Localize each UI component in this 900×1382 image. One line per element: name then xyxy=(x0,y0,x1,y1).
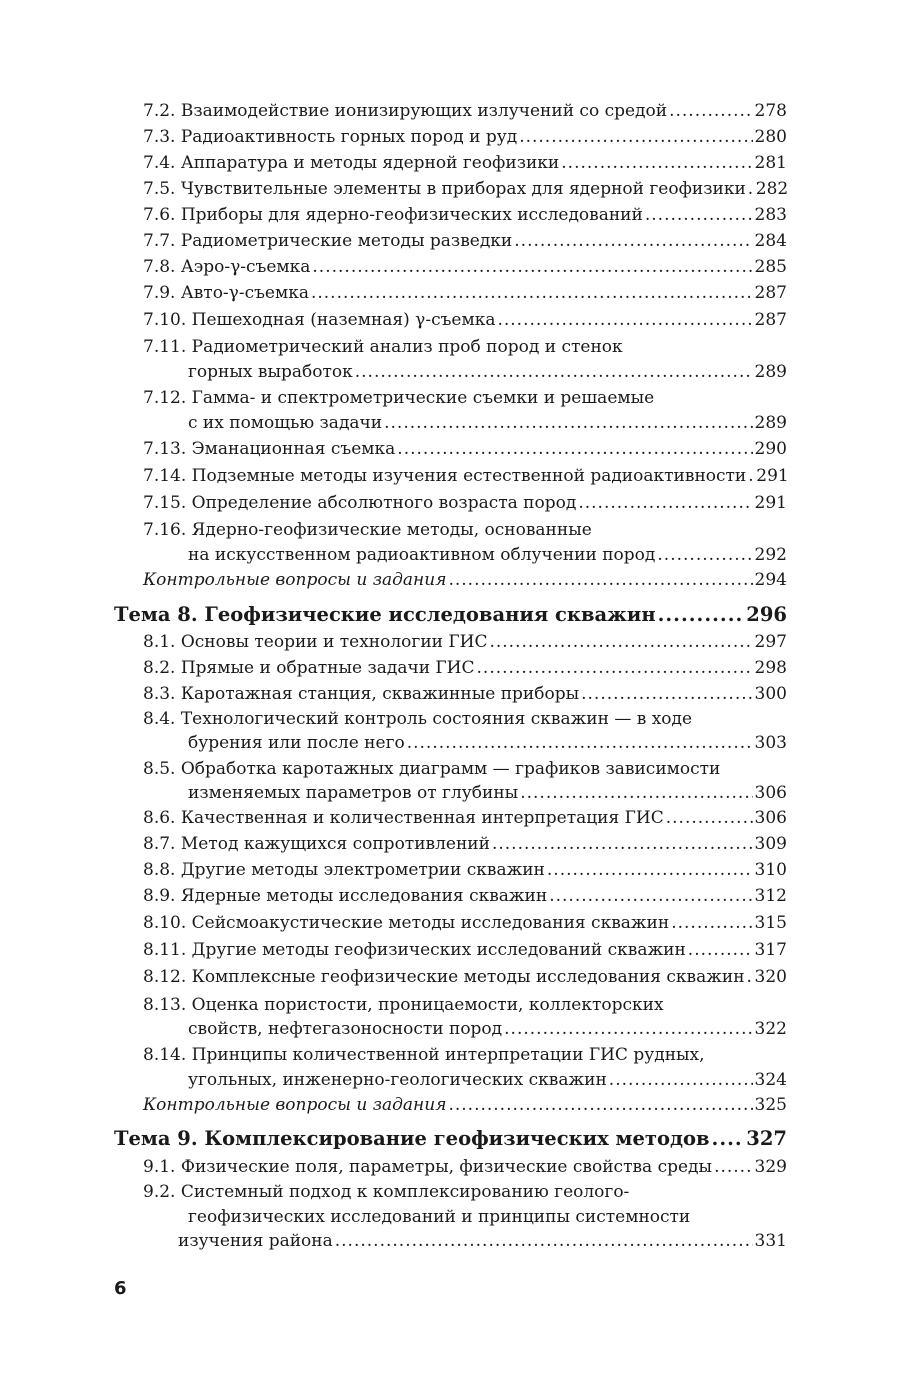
toc-entry-line xyxy=(143,994,787,1016)
toc-entry-title: Тема 8. Геофизические исследования скважин xyxy=(114,603,656,626)
dot-leader xyxy=(477,657,753,679)
dot-leader xyxy=(645,204,753,226)
toc-entry-line xyxy=(143,438,787,460)
toc-page-ref: 290 xyxy=(754,439,787,459)
toc-page-ref: 280 xyxy=(754,127,787,147)
toc-page-ref: 296 xyxy=(746,603,787,626)
toc-entry-line xyxy=(143,1094,787,1116)
toc-entry-title-continuation: угольных, инженерно-геологических скважин xyxy=(188,1070,607,1090)
toc-entry-line xyxy=(143,256,787,278)
toc-entry-continuation xyxy=(178,1230,787,1252)
toc-entry-continuation xyxy=(188,1069,787,1091)
toc-entry-line xyxy=(143,309,787,331)
toc-entry-continuation xyxy=(188,1018,787,1040)
toc-entry-line xyxy=(114,1126,787,1152)
toc-entry-title-continuation: на искусственном радиоактивном облучении пород xyxy=(188,545,656,565)
dot-leader xyxy=(489,631,752,653)
toc-entry-title: 7.2. Взаимодействие ионизирующих излучений со средой xyxy=(143,101,668,121)
dot-leader xyxy=(519,126,752,148)
toc-entry-line xyxy=(143,336,787,358)
toc-entry-title: 7.11. Радиометрический анализ проб пород и стенок xyxy=(143,337,623,357)
toc-page-ref: 317 xyxy=(754,940,787,960)
toc-entry-line xyxy=(143,939,787,961)
toc-page-ref: 300 xyxy=(754,684,787,704)
dot-leader xyxy=(549,885,752,907)
toc-entry-title-continuation: горных выработок xyxy=(188,362,353,382)
toc-page-ref: 285 xyxy=(754,257,787,277)
toc-entry-line xyxy=(143,100,787,122)
toc-entry-line xyxy=(143,885,787,907)
dot-leader xyxy=(581,683,752,705)
toc-entry-continuation xyxy=(188,544,787,566)
toc-entry-title: 8.8. Другие методы электрометрии скважин xyxy=(143,860,545,880)
toc-entry-line xyxy=(143,833,787,855)
toc-entry-title: 9.1. Физические поля, параметры, физические свойства среды xyxy=(143,1157,713,1177)
dot-leader xyxy=(748,465,754,487)
toc-entry-line xyxy=(143,1156,787,1178)
toc-entry-title: 7.4. Аппаратура и методы ядерной геофизики xyxy=(143,153,560,173)
toc-page-ref: 310 xyxy=(754,860,787,880)
toc-page-ref: 329 xyxy=(754,1157,787,1177)
toc-entry-line xyxy=(143,282,787,304)
toc-entry-title: 7.16. Ядерно-геофизические методы, основанные xyxy=(143,520,592,540)
toc-entry-line xyxy=(114,602,787,628)
dot-leader xyxy=(514,230,752,252)
dot-leader xyxy=(714,1156,752,1178)
toc-page-ref: 327 xyxy=(746,1127,787,1150)
toc-entry-title: 7.10. Пешеходная (наземная) γ-съемка xyxy=(143,310,496,330)
dot-leader xyxy=(669,100,752,122)
toc-entry-line xyxy=(143,1044,787,1066)
toc-page-ref: 298 xyxy=(754,658,787,678)
toc-entry-continuation xyxy=(188,412,787,434)
toc-entry-title: 8.3. Каротажная станция, скважинные приборы xyxy=(143,684,580,704)
toc-page-ref: 283 xyxy=(754,205,787,225)
toc-entry-line xyxy=(143,807,787,829)
toc-entry-title: 8.11. Другие методы геофизических исследований скважин xyxy=(143,940,686,960)
toc-page-ref: 297 xyxy=(754,632,787,652)
toc-entry-line xyxy=(143,465,787,487)
toc-page-ref: 303 xyxy=(754,733,787,753)
toc-page-ref: 289 xyxy=(754,413,787,433)
toc-entry-continuation xyxy=(188,361,787,383)
toc-entry-title: 7.7. Радиометрические методы разведки xyxy=(143,231,513,251)
dot-leader xyxy=(407,732,753,754)
toc-entry-title: 8.13. Оценка пористости, проницаемости, коллекторских xyxy=(143,995,664,1015)
toc-entry-line xyxy=(143,631,787,653)
dot-leader xyxy=(355,361,753,383)
toc-entry-title: 8.2. Прямые и обратные задачи ГИС xyxy=(143,658,475,678)
toc-page-ref: 284 xyxy=(754,231,787,251)
toc-page-ref: 287 xyxy=(754,310,787,330)
toc-entry-line xyxy=(143,758,787,780)
toc-entry-title: 7.9. Авто-γ-съемка xyxy=(143,283,309,303)
dot-leader xyxy=(657,544,752,566)
toc-page-ref: 292 xyxy=(754,545,787,565)
toc-entry-title: 8.4. Технологический контроль состояния скважин — в ходе xyxy=(143,709,693,729)
toc-entry-line xyxy=(143,657,787,679)
dot-leader xyxy=(448,569,752,591)
dot-leader xyxy=(312,256,752,278)
toc-entry-title: 7.6. Приборы для ядерно-геофизических исследований xyxy=(143,205,643,225)
toc-entry-title-continuation: геофизических исследований и принципы системности xyxy=(188,1207,691,1227)
toc-entry-line xyxy=(143,569,787,591)
dot-leader xyxy=(748,178,754,200)
dot-leader xyxy=(578,492,752,514)
toc-entry-line xyxy=(143,178,787,200)
toc-entry-line xyxy=(143,708,787,730)
toc-page-ref: 287 xyxy=(754,283,787,303)
dot-leader xyxy=(384,412,752,434)
toc-entry-line xyxy=(143,683,787,705)
toc-entry-title-continuation: изменяемых параметров от глубины xyxy=(188,783,519,803)
dot-leader xyxy=(448,1094,752,1116)
toc-page-ref: 325 xyxy=(754,1095,787,1115)
toc-entry-title: 8.10. Сейсмоакустические методы исследования скважин xyxy=(143,913,670,933)
toc-entry-line xyxy=(143,387,787,409)
toc-page-ref: 306 xyxy=(754,808,787,828)
toc-entry-continuation xyxy=(188,732,787,754)
dot-leader xyxy=(547,859,753,881)
toc-entry-title: 7.8. Аэро-γ-съемка xyxy=(143,257,311,277)
toc-entry-title: 8.14. Принципы количественной интерпретации ГИС рудных, xyxy=(143,1045,705,1065)
dot-leader xyxy=(666,807,753,829)
dot-leader xyxy=(688,939,753,961)
dot-leader xyxy=(520,782,752,804)
toc-entry-continuation xyxy=(188,782,787,804)
toc-entry-title: 8.1. Основы теории и технологии ГИС xyxy=(143,632,488,652)
dot-leader xyxy=(561,152,752,174)
toc-entry-line xyxy=(143,859,787,881)
page-number: 6 xyxy=(114,1278,127,1299)
toc-entry-title-continuation: изучения района xyxy=(178,1231,333,1251)
toc-page-ref: 294 xyxy=(754,570,787,590)
toc-page-ref: 278 xyxy=(754,101,787,121)
toc-page-ref: 291 xyxy=(754,493,787,513)
toc-entry-title: Тема 9. Комплексирование геофизических методов xyxy=(114,1127,710,1150)
toc-page-ref: 312 xyxy=(754,886,787,906)
toc-entry-title-continuation: с их помощью задачи xyxy=(188,413,383,433)
dot-leader xyxy=(497,309,752,331)
toc-entry-line xyxy=(143,519,787,541)
toc-page-ref: 324 xyxy=(754,1070,787,1090)
dot-leader xyxy=(658,602,745,628)
toc-page-ref: 306 xyxy=(754,783,787,803)
dot-leader xyxy=(712,1126,745,1152)
toc-entry-title: 7.5. Чувствительные элементы в приборах для ядерной геофизики xyxy=(143,179,746,199)
dot-leader xyxy=(311,282,753,304)
toc-entry-line xyxy=(143,126,787,148)
toc-page-ref: 322 xyxy=(754,1019,787,1039)
toc-entry-title: 7.12. Гамма- и спектрометрические съемки и решаемые xyxy=(143,388,655,408)
toc-entry-title: 9.2. Системный подход к комплексированию геолого- xyxy=(143,1182,630,1202)
toc-page-ref: 331 xyxy=(754,1231,787,1251)
toc-entry-title: Контрольные вопросы и задания xyxy=(143,570,447,590)
dot-leader xyxy=(504,1018,752,1040)
toc-entry-line xyxy=(143,152,787,174)
toc-entry-line xyxy=(143,966,787,988)
toc-entry-title: 7.3. Радиоактивность горных пород и руд xyxy=(143,127,518,147)
toc-entry-title-continuation: бурения или после него xyxy=(188,733,405,753)
toc-entry-title: 8.5. Обработка каротажных диаграмм — графиков зависимости xyxy=(143,759,721,779)
toc-page-ref: 281 xyxy=(754,153,787,173)
dot-leader xyxy=(609,1069,753,1091)
toc-entry-line xyxy=(143,1181,787,1203)
toc-page-ref: 309 xyxy=(754,834,787,854)
toc-entry-title: 7.13. Эманационная съемка xyxy=(143,439,396,459)
toc-page-ref: 282 xyxy=(755,179,789,199)
toc-entry-title: Контрольные вопросы и задания xyxy=(143,1095,447,1115)
toc-entry-title: 8.9. Ядерные методы исследования скважин xyxy=(143,886,548,906)
dot-leader xyxy=(671,912,752,934)
toc-entry-line xyxy=(143,230,787,252)
toc-entry-title: 7.14. Подземные методы изучения естественной радиоактивности xyxy=(143,466,747,486)
toc-page-ref: 320 xyxy=(754,967,787,987)
toc-entry-line xyxy=(143,204,787,226)
toc-entry-title-continuation: свойств, нефтегазоносности пород xyxy=(188,1019,503,1039)
toc-entry-continuation xyxy=(188,1206,787,1228)
toc-page-ref: 289 xyxy=(754,362,787,382)
dot-leader xyxy=(492,833,753,855)
toc-entry-title: 8.6. Качественная и количественная интерпретация ГИС xyxy=(143,808,664,828)
toc-entry-line xyxy=(143,492,787,514)
toc-page-ref: 291 xyxy=(756,466,789,486)
dot-leader xyxy=(335,1230,753,1252)
toc-entry-title: 7.15. Определение абсолютного возраста пород xyxy=(143,493,577,513)
toc-page-ref: 315 xyxy=(754,913,787,933)
toc-entry-title: 8.12. Комплексные геофизические методы исследования скважин xyxy=(143,967,745,987)
dot-leader xyxy=(747,966,753,988)
dot-leader xyxy=(397,438,752,460)
toc-entry-line xyxy=(143,912,787,934)
toc-entry-title: 8.7. Метод кажущихся сопротивлений xyxy=(143,834,490,854)
